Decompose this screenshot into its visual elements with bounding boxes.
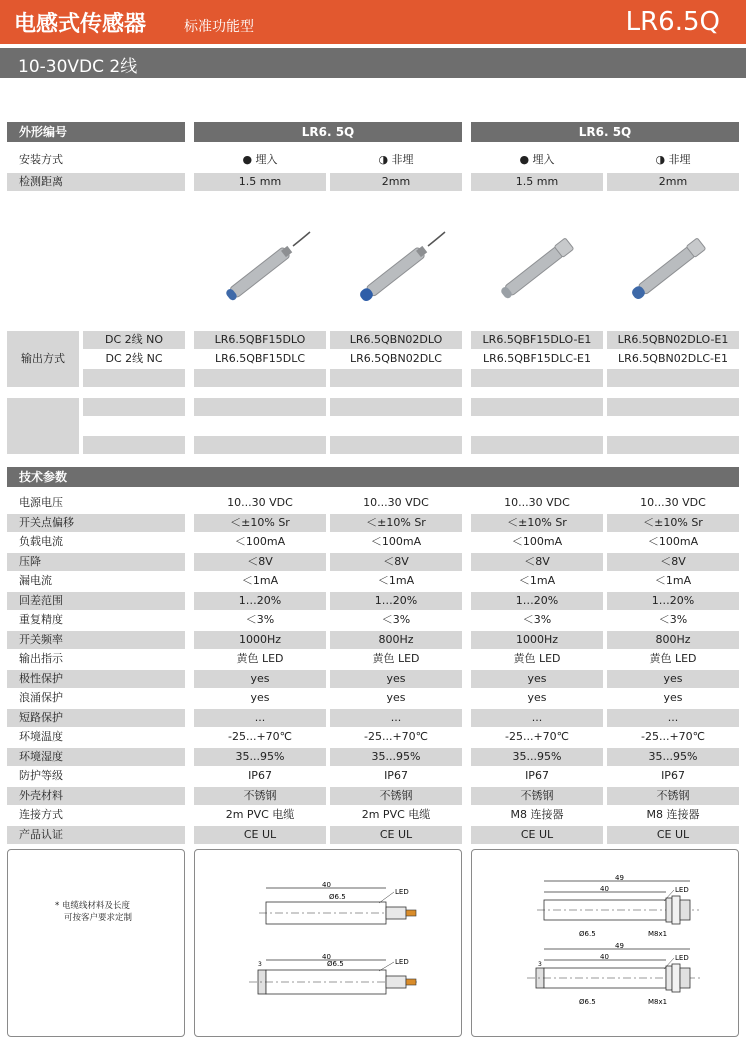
- group-header-1: LR6. 5Q: [194, 122, 462, 142]
- tech-param-value: yes: [607, 670, 739, 688]
- tech-param-value: ＜±10% Sr: [607, 514, 739, 532]
- output-label: 输出方式: [7, 331, 79, 387]
- tech-param-value: M8 连接器: [471, 806, 603, 824]
- dim-diameter: Ø6.5: [579, 930, 596, 938]
- page-title: 电感式传感器: [14, 12, 147, 37]
- tech-param-label: 回差范围: [7, 592, 185, 610]
- tech-param-value: 黄色 LED: [194, 650, 326, 668]
- tech-param-value: 不锈钢: [194, 787, 326, 805]
- tech-param-value: yes: [194, 670, 326, 688]
- tech-param-value: ＜8V: [194, 553, 326, 571]
- mount-value: ◑ 非埋: [607, 151, 739, 169]
- empty-cell: [194, 398, 326, 416]
- empty-cell: [471, 436, 603, 454]
- empty-cell: [194, 436, 326, 454]
- tech-param-value: CE UL: [194, 826, 326, 844]
- tech-param-label: 漏电流: [7, 572, 185, 590]
- empty-cell: [471, 398, 603, 416]
- note-panel: [7, 849, 185, 1037]
- dimension-drawing-connector-flush: [534, 874, 704, 942]
- empty-cell: [330, 369, 462, 387]
- dimension-drawing-connector-nonflush: [524, 942, 704, 1010]
- tech-param-value: 35...95%: [194, 748, 326, 766]
- tech-param-value: 35...95%: [330, 748, 462, 766]
- empty-cell: [83, 369, 185, 387]
- tech-param-value: ...: [330, 709, 462, 727]
- tech-param-value: IP67: [471, 767, 603, 785]
- voltage-bar: [0, 48, 746, 78]
- tech-param-value: -25...+70℃: [607, 728, 739, 746]
- dim-tip: 3: [258, 961, 262, 968]
- tech-param-value: yes: [194, 689, 326, 707]
- mount-value: ◑ 非埋: [330, 151, 462, 169]
- tech-param-label: 防护等级: [7, 767, 185, 785]
- tech-param-value: ＜1mA: [471, 572, 603, 590]
- dim-diameter: Ø6.5: [579, 998, 596, 1006]
- tech-param-value: ＜3%: [330, 611, 462, 629]
- dim-thread: M8x1: [648, 930, 668, 938]
- voltage-text: 10-30VDC 2线: [18, 57, 138, 77]
- tech-param-value: 35...95%: [607, 748, 739, 766]
- shape-code-header: 外形编号: [7, 122, 185, 142]
- tech-param-label: 电源电压: [7, 494, 185, 512]
- dim-led: LED: [675, 886, 689, 894]
- distance-label: 检测距离: [7, 173, 185, 191]
- empty-cell: [194, 369, 326, 387]
- tech-param-value: 不锈钢: [471, 787, 603, 805]
- tech-param-value: 800Hz: [330, 631, 462, 649]
- tech-param-label: 浪涌保护: [7, 689, 185, 707]
- tech-param-value: CE UL: [607, 826, 739, 844]
- note-line: * 电缆线材料及长度: [55, 901, 130, 911]
- model-number: LR6.5QBF15DLO-E1: [471, 331, 603, 349]
- tech-param-value: 10...30 VDC: [607, 494, 739, 512]
- tech-param-label: 开关频率: [7, 631, 185, 649]
- dim-length: 40: [600, 953, 609, 961]
- tech-param-value: ...: [194, 709, 326, 727]
- distance-value: 2mm: [607, 173, 739, 191]
- empty-cell: [330, 436, 462, 454]
- dim-thread: M8x1: [648, 998, 668, 1006]
- model-number: LR6.5QBF15DLC: [194, 350, 326, 368]
- tech-param-value: 2m PVC 电缆: [194, 806, 326, 824]
- empty-cell: [607, 369, 739, 387]
- tech-param-value: 黄色 LED: [471, 650, 603, 668]
- dimension-drawing-cable-nonflush: [244, 952, 424, 1007]
- distance-value: 2mm: [330, 173, 462, 191]
- distance-value: 1.5 mm: [194, 173, 326, 191]
- tech-param-value: yes: [471, 670, 603, 688]
- tech-param-value: 800Hz: [607, 631, 739, 649]
- model-name: LR6.5Q: [625, 7, 720, 37]
- tech-param-label: 极性保护: [7, 670, 185, 688]
- tech-param-value: ＜3%: [471, 611, 603, 629]
- dim-length: 40: [322, 953, 331, 961]
- dim-diameter: Ø6.5: [327, 960, 344, 968]
- sensor-image-connector-nonflush: [622, 228, 722, 306]
- dim-diameter: Ø6.5: [329, 893, 346, 901]
- tech-param-label: 环境湿度: [7, 748, 185, 766]
- dimension-drawing-cable-flush: [254, 880, 424, 935]
- tech-param-label: 输出指示: [7, 650, 185, 668]
- empty-cell: [330, 398, 462, 416]
- tech-param-value: 1…20%: [194, 592, 326, 610]
- tech-param-value: ＜8V: [330, 553, 462, 571]
- tech-param-value: ＜±10% Sr: [194, 514, 326, 532]
- tech-param-value: 10...30 VDC: [330, 494, 462, 512]
- sensor-image-connector-flush: [490, 228, 590, 306]
- mount-value: ● 埋入: [471, 151, 603, 169]
- tech-param-label: 连接方式: [7, 806, 185, 824]
- tech-param-value: ...: [607, 709, 739, 727]
- tech-param-value: -25...+70℃: [194, 728, 326, 746]
- tech-header: 技术参数: [7, 467, 739, 487]
- tech-param-value: 黄色 LED: [330, 650, 462, 668]
- empty-label-block: [7, 398, 79, 454]
- tech-param-value: ＜8V: [607, 553, 739, 571]
- output-type: DC 2线 NO: [83, 331, 185, 349]
- dim-length: 40: [322, 881, 331, 889]
- dim-length: 40: [600, 885, 609, 893]
- tech-param-value: ＜3%: [607, 611, 739, 629]
- tech-param-value: ＜8V: [471, 553, 603, 571]
- output-type: DC 2线 NC: [83, 350, 185, 368]
- tech-param-value: ＜100mA: [607, 533, 739, 551]
- model-number: LR6.5QBN02DLC-E1: [607, 350, 739, 368]
- dim-total: 49: [615, 942, 624, 950]
- dim-total: 49: [615, 874, 624, 882]
- tech-param-value: -25...+70℃: [330, 728, 462, 746]
- tech-param-value: 2m PVC 电缆: [330, 806, 462, 824]
- tech-param-value: 35...95%: [471, 748, 603, 766]
- tech-param-value: IP67: [194, 767, 326, 785]
- tech-param-value: ＜100mA: [194, 533, 326, 551]
- tech-param-value: 1…20%: [330, 592, 462, 610]
- dim-led: LED: [395, 958, 409, 966]
- tech-param-label: 重复精度: [7, 611, 185, 629]
- tech-param-label: 负载电流: [7, 533, 185, 551]
- empty-cell: [471, 369, 603, 387]
- tech-param-value: CE UL: [471, 826, 603, 844]
- dim-led: LED: [395, 888, 409, 896]
- tech-param-label: 产品认证: [7, 826, 185, 844]
- model-number: LR6.5QBN02DLC: [330, 350, 462, 368]
- tech-param-value: 10...30 VDC: [471, 494, 603, 512]
- page-header: [0, 0, 746, 44]
- model-number: LR6.5QBN02DLO-E1: [607, 331, 739, 349]
- tech-param-value: 10...30 VDC: [194, 494, 326, 512]
- tech-param-value: ＜1mA: [607, 572, 739, 590]
- note-line: 可按客户要求定制: [64, 913, 133, 923]
- empty-cell: [83, 436, 185, 454]
- empty-cell: [607, 436, 739, 454]
- tech-param-value: ＜100mA: [471, 533, 603, 551]
- tech-param-value: 1…20%: [607, 592, 739, 610]
- tech-param-value: ＜1mA: [194, 572, 326, 590]
- empty-cell: [607, 398, 739, 416]
- tech-param-value: IP67: [330, 767, 462, 785]
- tech-param-value: CE UL: [330, 826, 462, 844]
- tech-param-label: 压降: [7, 553, 185, 571]
- dim-tip: 3: [538, 961, 542, 968]
- mount-label: 安装方式: [7, 151, 185, 169]
- tech-param-value: 1000Hz: [471, 631, 603, 649]
- tech-param-value: 黄色 LED: [607, 650, 739, 668]
- mount-value: ● 埋入: [194, 151, 326, 169]
- tech-param-label: 环境温度: [7, 728, 185, 746]
- dim-led: LED: [675, 954, 689, 962]
- model-number: LR6.5QBN02DLO: [330, 331, 462, 349]
- tech-param-value: yes: [471, 689, 603, 707]
- tech-param-value: ＜100mA: [330, 533, 462, 551]
- empty-cell: [83, 398, 185, 416]
- tech-param-value: 不锈钢: [607, 787, 739, 805]
- tech-param-value: ＜±10% Sr: [330, 514, 462, 532]
- tech-param-label: 外壳材料: [7, 787, 185, 805]
- tech-param-value: ...: [471, 709, 603, 727]
- tech-param-value: ＜±10% Sr: [471, 514, 603, 532]
- tech-param-value: 1000Hz: [194, 631, 326, 649]
- page-subtitle: 标准功能型: [184, 19, 254, 35]
- model-number: LR6.5QBF15DLC-E1: [471, 350, 603, 368]
- tech-param-value: ＜1mA: [330, 572, 462, 590]
- group-header-2: LR6. 5Q: [471, 122, 739, 142]
- tech-param-value: 不锈钢: [330, 787, 462, 805]
- tech-param-value: yes: [330, 689, 462, 707]
- tech-param-value: 1…20%: [471, 592, 603, 610]
- sensor-image-cable-nonflush: [350, 230, 450, 305]
- tech-param-label: 短路保护: [7, 709, 185, 727]
- cable-note: [55, 900, 132, 924]
- distance-value: 1.5 mm: [471, 173, 603, 191]
- tech-param-value: IP67: [607, 767, 739, 785]
- drawing-panel-cable: [194, 849, 462, 1037]
- tech-param-value: yes: [330, 670, 462, 688]
- model-number: LR6.5QBF15DLO: [194, 331, 326, 349]
- tech-param-value: yes: [607, 689, 739, 707]
- tech-param-label: 开关点偏移: [7, 514, 185, 532]
- tech-param-value: ＜3%: [194, 611, 326, 629]
- sensor-image-cable-flush: [215, 230, 315, 305]
- tech-param-value: M8 连接器: [607, 806, 739, 824]
- tech-param-value: -25...+70℃: [471, 728, 603, 746]
